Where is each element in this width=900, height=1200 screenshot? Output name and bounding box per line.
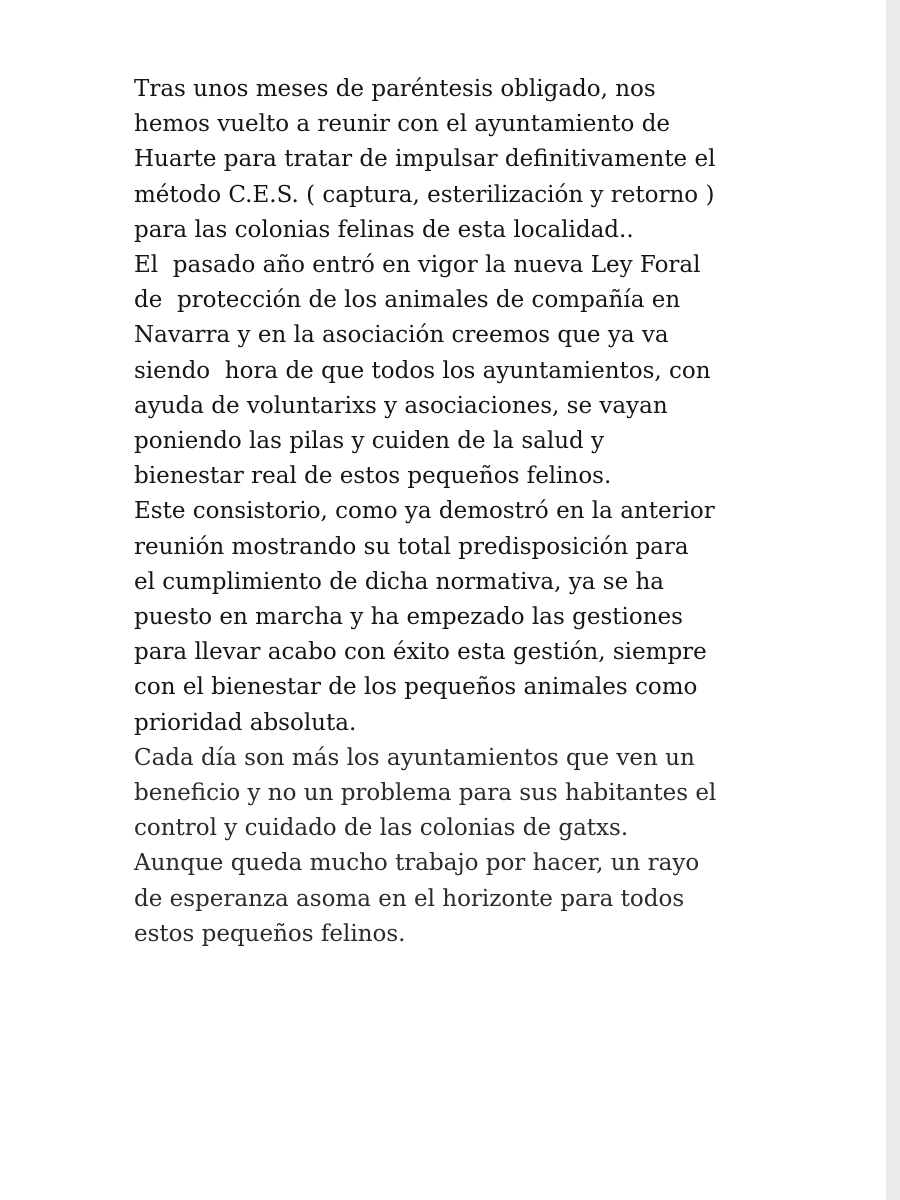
- text-line: Aunque queda mucho trabajo por hacer, un rayo: [134, 850, 700, 877]
- text-line: puesto en marcha y ha empezado las gestiones: [134, 604, 683, 631]
- document-body: [134, 72, 834, 952]
- text-line: Este consistorio, como ya demostró en la anterior: [134, 498, 715, 525]
- text-line: estos pequeños felinos.: [134, 920, 406, 947]
- text-line: reunión mostrando su total predisposición para: [134, 533, 689, 560]
- text-line: para las colonias felinas de esta localidad..: [134, 216, 634, 243]
- text-line: prioridad absoluta.: [134, 709, 357, 736]
- text-line: El pasado año entró en vigor la nueva Ley Foral: [134, 252, 701, 279]
- text-line: bienestar real de estos pequeños felinos.: [134, 463, 612, 490]
- text-line: el cumplimiento de dicha normativa, ya se ha: [134, 568, 665, 595]
- text-line: Cada día son más los ayuntamientos que ven un: [134, 744, 695, 771]
- text-line: Navarra y en la asociación creemos que ya va: [134, 322, 669, 349]
- text-line: hemos vuelto a reunir con el ayuntamiento de: [134, 111, 671, 138]
- text-line: con el bienestar de los pequeños animales como: [134, 674, 698, 701]
- text-line: de protección de los animales de compañía en: [134, 287, 681, 314]
- text-line: método C.E.S. ( captura, esterilización y retorno ): [134, 181, 715, 208]
- text-line: Huarte para tratar de impulsar definitivamente el: [134, 146, 716, 173]
- text-line: ayuda de voluntarixs y asociaciones, se vayan: [134, 392, 668, 419]
- text-line: Tras unos meses de paréntesis obligado, nos: [134, 76, 656, 102]
- text-line: beneficio y no un problema para sus habitantes el: [134, 780, 717, 807]
- text-line: de esperanza asoma en el horizonte para todos: [134, 885, 685, 912]
- text-line: siendo hora de que todos los ayuntamientos, con: [134, 357, 711, 384]
- text-line: control y cuidado de las colonias de gatxs.: [134, 815, 629, 842]
- text-line: poniendo las pilas y cuiden de la salud y: [134, 428, 605, 455]
- text-line: para llevar acabo con éxito esta gestión, siempre: [134, 639, 707, 666]
